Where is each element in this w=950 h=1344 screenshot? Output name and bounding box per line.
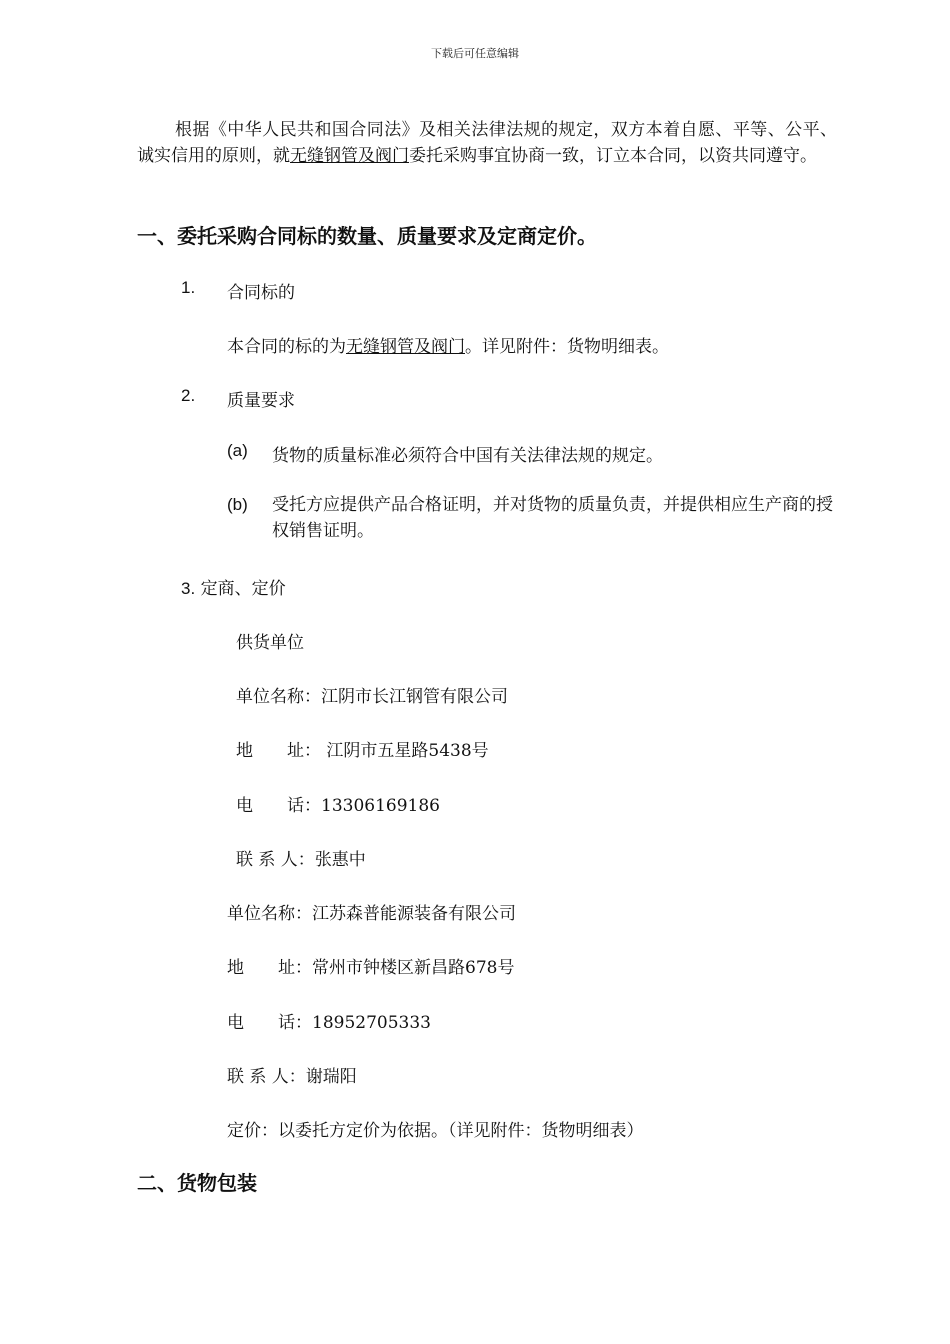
item2-label: 质量要求: [227, 391, 295, 411]
section2-title: 二、货物包装: [137, 1171, 257, 1195]
page-header: 下载后可任意编辑: [431, 47, 519, 60]
item2-number: 2.: [181, 386, 196, 405]
item1-text: [227, 332, 669, 357]
supplier1-contact: 张惠中: [314, 850, 366, 870]
supplier2-contact-label: 联 系 人：: [227, 1067, 306, 1087]
item2b-text: 受托方应提供产品合格证明，并对货物的质量负责，并提供相应生产商的授权销售证明。: [272, 495, 833, 541]
intro-text-before: 根据《中华人民共和国合同法》及相关法律法规的规定，双方本着自愿、平等、公平、诚实信用的原则，就: [137, 120, 837, 166]
item1-subject: 无缝钢管及阀门: [346, 337, 465, 357]
supplier2-contact: 谢瑞阳: [305, 1067, 357, 1087]
intro-subject: 无缝钢管及阀门: [290, 146, 409, 166]
supplier2-name-label: 单位名称：: [227, 904, 312, 924]
supplier1-addr: 江阴市五星路5438号: [326, 741, 489, 761]
supplier2-addr: 常州市钟楼区新昌路678号: [312, 958, 515, 978]
item1-text-before: 本合同的标的为: [227, 337, 346, 357]
item1-number: 1.: [181, 278, 196, 297]
item1-text-after: 。详见附件：货物明细表。: [465, 337, 669, 357]
supplier1-addr-row: [236, 736, 489, 761]
supplier1-addr-label: 地 址：: [236, 741, 321, 761]
supplier2-tel-row: [227, 1008, 431, 1033]
price-text: 定价：以委托方定价为依据。（详见附件：货物明细表）: [227, 1121, 644, 1141]
supplier2-addr-label: 地 址：: [227, 958, 312, 978]
supplier-heading: 供货单位: [236, 633, 304, 653]
supplier1-tel-label: 电 话：: [236, 796, 321, 816]
item2a-text: 货物的质量标准必须符合中国有关法律法规的规定。: [272, 446, 663, 466]
supplier1-tel: 13306169186: [321, 796, 440, 816]
supplier1-name-row: [236, 682, 508, 707]
item1-label: 合同标的: [227, 283, 295, 303]
intro-text-after: 委托采购事宜协商一致，订立本合同，以资共同遵守。: [409, 146, 817, 166]
supplier1-name-label: 单位名称：: [236, 687, 321, 707]
item3-number: 3.: [181, 579, 196, 598]
supplier2-contact-row: [227, 1062, 357, 1087]
item2a-label: (a): [227, 441, 248, 460]
supplier1-name: 江阴市长江钢管有限公司: [321, 687, 508, 707]
supplier1-tel-row: [236, 791, 440, 816]
item3-heading: [181, 574, 286, 599]
supplier2-tel: 18952705333: [312, 1013, 431, 1033]
supplier1-contact-row: [236, 845, 366, 870]
item2b-label: (b): [227, 495, 248, 514]
section1-title: 一、委托采购合同标的数量、质量要求及定商定价。: [137, 224, 597, 248]
item3-label: 定商、定价: [200, 579, 286, 599]
supplier2-name: 江苏森普能源装备有限公司: [312, 904, 516, 924]
supplier1-contact-label: 联 系 人：: [236, 850, 315, 870]
supplier2-name-row: [227, 899, 516, 924]
supplier2-tel-label: 电 话：: [227, 1013, 312, 1033]
supplier2-addr-row: [227, 953, 514, 978]
intro-paragraph: [137, 117, 837, 169]
